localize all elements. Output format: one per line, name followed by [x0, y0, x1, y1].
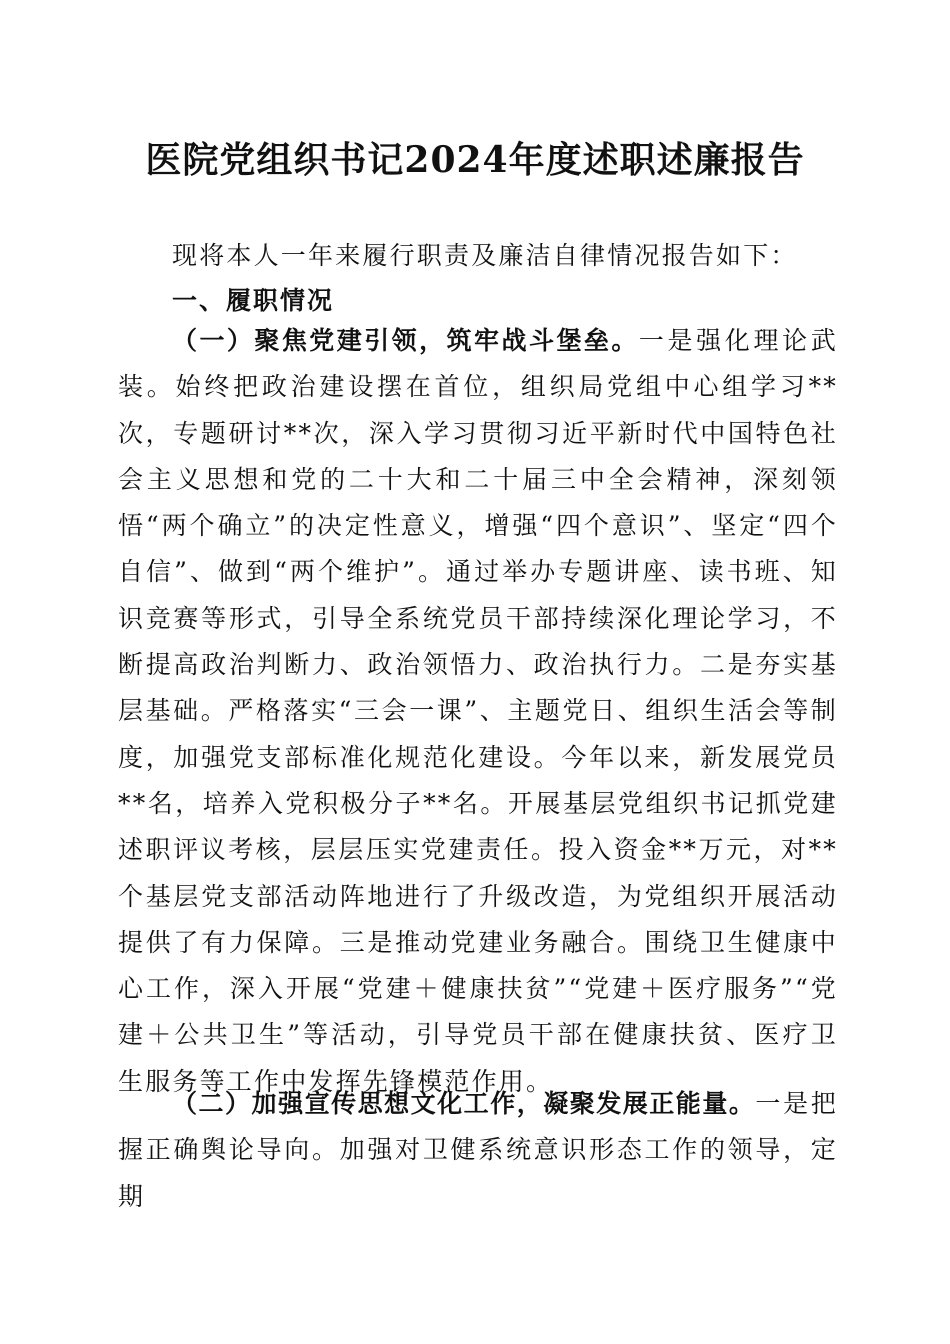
paragraph-2-subheading: （二）加强宣传思想文化工作，凝聚发展正能量。: [172, 1089, 756, 1118]
paragraph-party-building: [118, 318, 838, 1105]
intro-paragraph: 现将本人一年来履行职责及廉洁自律情况报告如下：: [172, 241, 798, 270]
document-title: 医院党组织书记2024年度述职述廉报告: [145, 139, 805, 181]
paragraph-1-subheading: （一）聚焦党建引领，筑牢战斗堡垒。: [172, 326, 639, 355]
paragraph-publicity-work: [118, 1081, 838, 1220]
paragraph-1-text: 一是强化理论武装。始终把政治建设摆在首位，组织局党组中心组学习**次，专题研讨**次，深入学习贯彻习近平新时代中国特色社会主义思想和党的二十大和二十届三中全会精神，深刻领悟“两个确立”的决定性意义，增强“四个意识”、坚定“四个自信”、做到“两个维护”。通过举办专题讲座、读书班、知识竞赛等形式，引导全系统党员干部持续深化理论学习，不断提高政治判断力、政治领悟力、政治执行力。二是夯实基层基础。严格落实“三会一课”、主题党日、组织生活会等制度，加强党支部标准化规范化建设。今年以来，新发展党员**名，培养入党积极分子**名。开展基层党组织书记抓党建述职评议考核，层层压实党建责任。投入资金**万元，对**个基层党支部活动阵地进行了升级改造，为党组织开展活动提供了有力保障。三是推动党建业务融合。围绕卫生健康中心工作，深入开展“党建＋健康扶贫”“党建＋医疗服务”“党建＋公共卫生”等活动，引导党员干部在健康扶贫、医疗卫生服务等工作中发挥先锋模范作用。: [118, 326, 838, 1096]
section-heading-performance: 一、履职情况: [172, 286, 335, 315]
paragraph-2-text: 一是把握正确舆论导向。加强对卫健系统意识形态工作的领导，定期: [118, 1089, 838, 1211]
